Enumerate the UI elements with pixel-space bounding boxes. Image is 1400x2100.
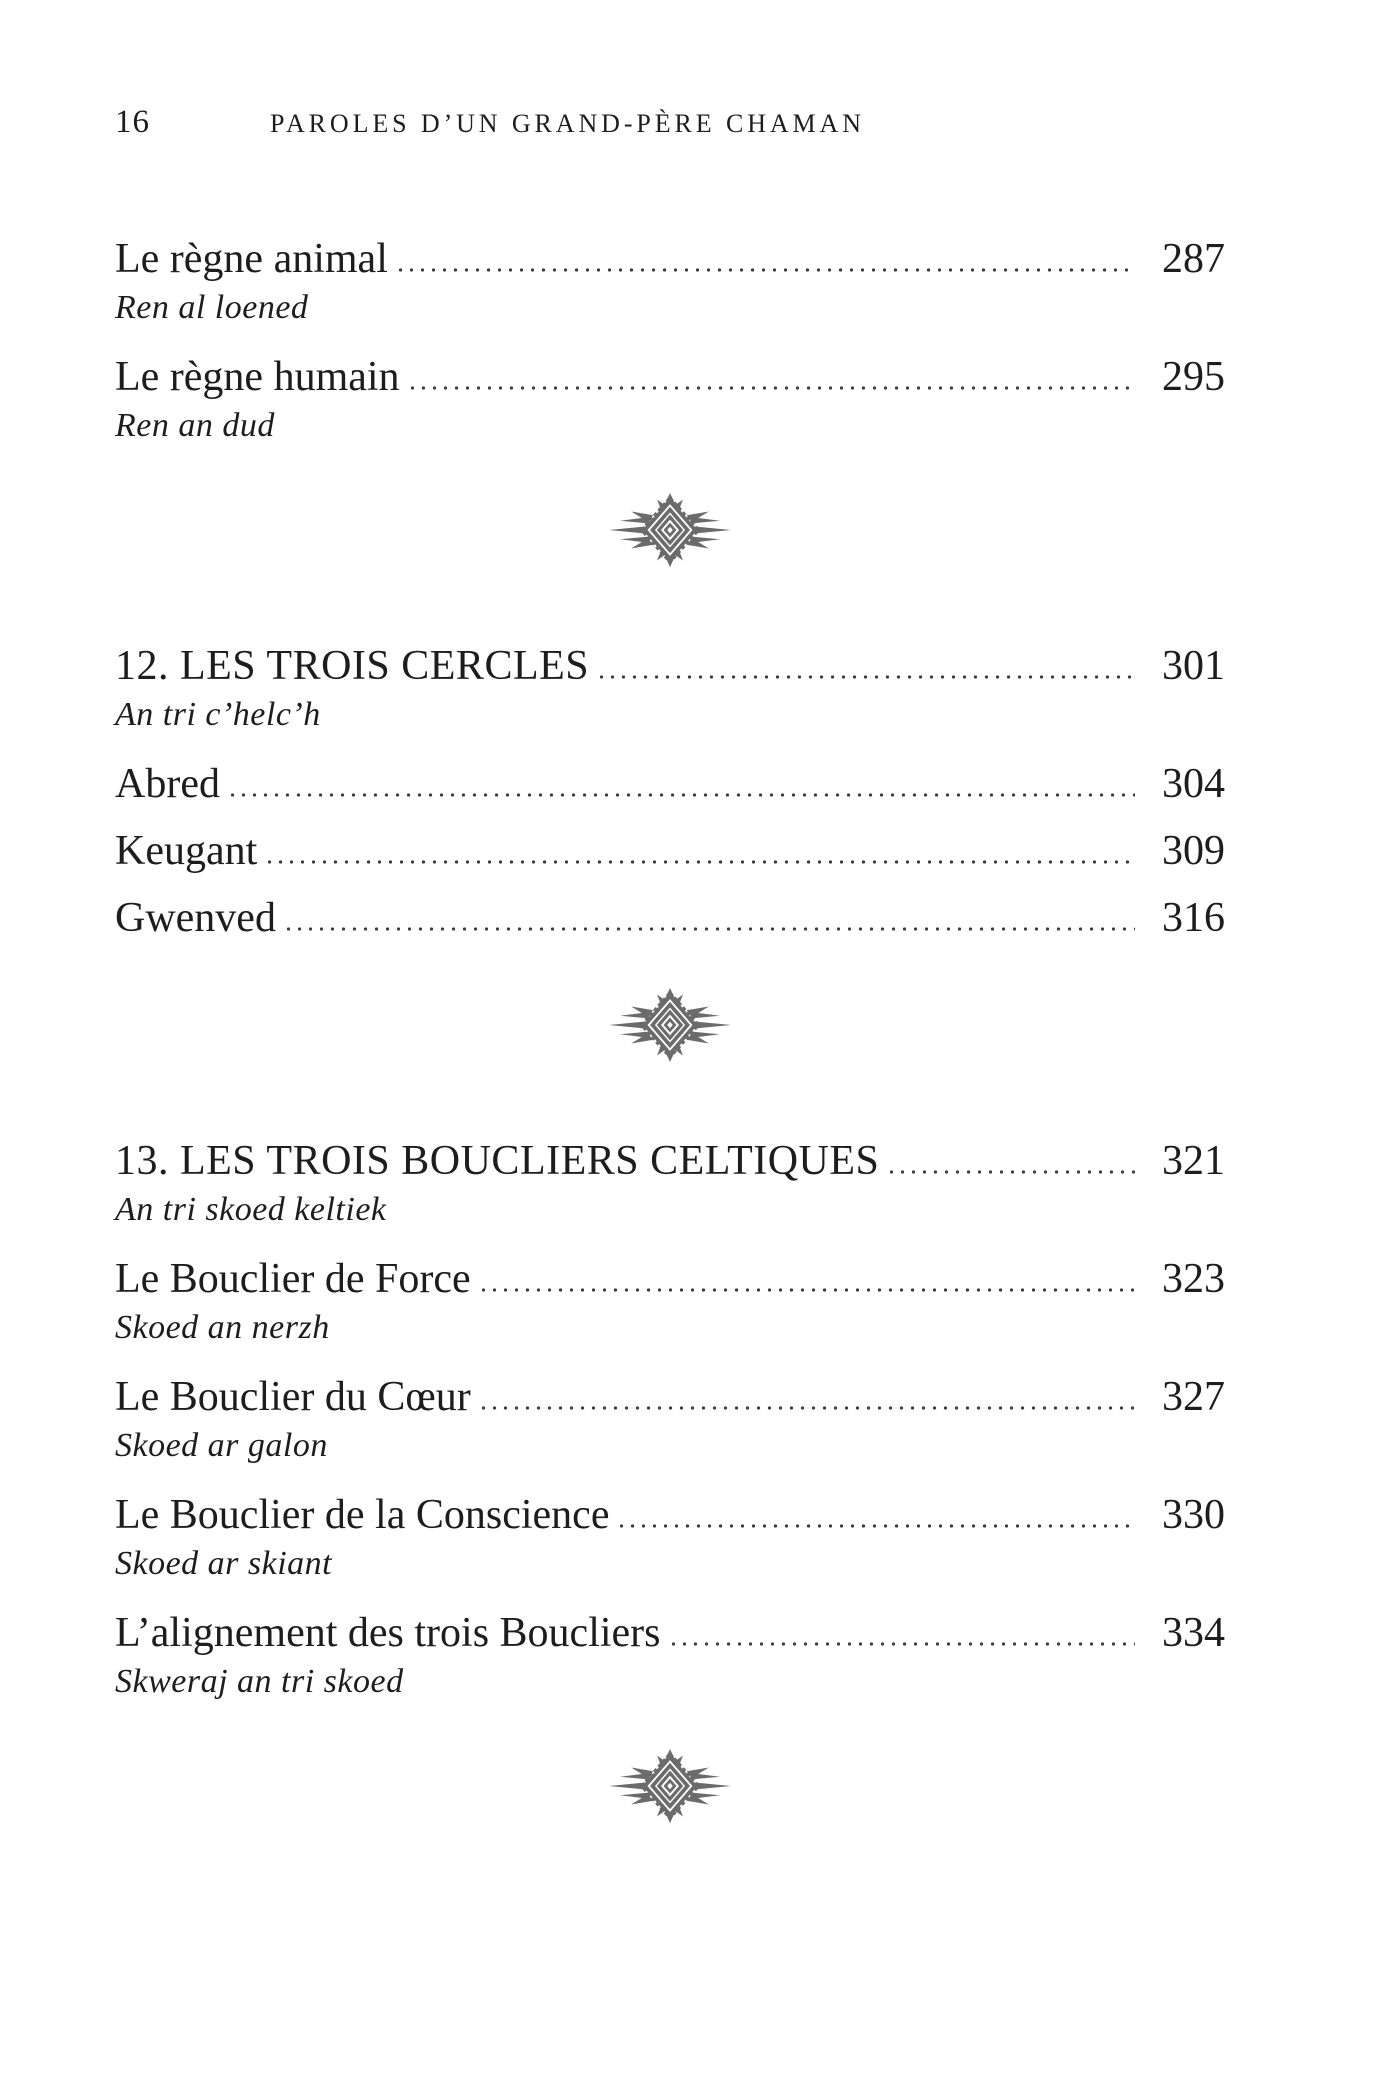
toc-entry-title: Le Bouclier du Cœur bbox=[115, 1374, 471, 1420]
toc-entry-line bbox=[115, 1253, 1225, 1305]
toc-entry-line bbox=[115, 351, 1225, 403]
section-divider bbox=[115, 493, 1225, 567]
toc-entry bbox=[115, 825, 1225, 877]
dot-leader bbox=[283, 927, 1135, 931]
toc-page-number: 309 bbox=[1162, 828, 1225, 874]
toc-page-number: 287 bbox=[1162, 236, 1225, 282]
toc-page-number: 327 bbox=[1162, 1374, 1225, 1420]
dot-leader bbox=[478, 1288, 1135, 1292]
toc-chapter-title: 13. LES TROIS BOUCLIERS CELTIQUES bbox=[115, 1138, 880, 1184]
southwest-diamond-ornament-icon bbox=[605, 1749, 735, 1823]
toc-entry-subtitle: Skweraj an tri skoed bbox=[115, 1663, 404, 1700]
toc-entry-subtitle: Skoed ar galon bbox=[115, 1427, 328, 1464]
toc-page-number: 321 bbox=[1162, 1138, 1225, 1184]
toc-entry-subtitle: Skoed an nerzh bbox=[115, 1309, 330, 1346]
toc-entry-line bbox=[115, 825, 1225, 877]
toc-entry bbox=[115, 758, 1225, 810]
toc-entry-title: Le Bouclier de Force bbox=[115, 1256, 471, 1302]
toc-page-number: 323 bbox=[1162, 1256, 1225, 1302]
toc-entry-line bbox=[115, 1135, 1225, 1187]
southwest-diamond-ornament-icon bbox=[605, 493, 735, 567]
toc-entry-line bbox=[115, 892, 1225, 944]
page-folio: 16 bbox=[115, 104, 150, 140]
toc-entry-subtitle: Ren al loened bbox=[115, 289, 309, 326]
toc-entry-subtitle: Skoed ar skiant bbox=[115, 1545, 333, 1582]
toc-entry bbox=[115, 892, 1225, 944]
toc-page-number: 301 bbox=[1162, 643, 1225, 689]
toc-entry-title: Le Bouclier de la Conscience bbox=[115, 1492, 610, 1538]
toc-chapter-entry bbox=[115, 640, 1225, 738]
section-divider bbox=[115, 1749, 1225, 1823]
toc-entry-subtitle: Ren an dud bbox=[115, 407, 275, 444]
toc-entry-subtitle: An tri c’helc’h bbox=[115, 696, 321, 733]
toc-entry-line bbox=[115, 1489, 1225, 1541]
toc-page-number: 295 bbox=[1162, 354, 1225, 400]
toc-entry-subtitle: An tri skoed keltiek bbox=[115, 1191, 387, 1228]
southwest-diamond-ornament-icon bbox=[605, 988, 735, 1062]
toc-page-number: 316 bbox=[1162, 895, 1225, 941]
toc-entry-line bbox=[115, 233, 1225, 285]
toc-chapter-title: 12. LES TROIS CERCLES bbox=[115, 643, 590, 689]
toc-entry-title: Keugant bbox=[115, 828, 258, 874]
toc-entry-title: Abred bbox=[115, 761, 220, 807]
dot-leader bbox=[227, 793, 1135, 797]
toc-entry-line bbox=[115, 1371, 1225, 1423]
running-header bbox=[115, 106, 1225, 138]
toc-entry-title: Le règne animal bbox=[115, 236, 388, 282]
toc-page-number: 304 bbox=[1162, 761, 1225, 807]
toc-entry-title: Gwenved bbox=[115, 895, 276, 941]
toc-entry bbox=[115, 233, 1225, 331]
dot-leader bbox=[395, 268, 1135, 272]
toc-page-number: 330 bbox=[1162, 1492, 1225, 1538]
section-divider bbox=[115, 988, 1225, 1062]
toc-entry-line bbox=[115, 758, 1225, 810]
toc-entry bbox=[115, 1253, 1225, 1351]
dot-leader bbox=[616, 1524, 1135, 1528]
toc-entry-line bbox=[115, 1607, 1225, 1659]
toc-page-number: 334 bbox=[1162, 1610, 1225, 1656]
toc-chapter-entry bbox=[115, 1135, 1225, 1233]
table-of-contents bbox=[115, 233, 1225, 1823]
toc-entry-title: Le règne humain bbox=[115, 354, 400, 400]
toc-entry bbox=[115, 351, 1225, 449]
dot-leader bbox=[886, 1170, 1135, 1174]
dot-leader bbox=[478, 1406, 1135, 1410]
toc-entry-line bbox=[115, 640, 1225, 692]
dot-leader bbox=[668, 1642, 1135, 1646]
toc-entry-title: L’alignement des trois Boucliers bbox=[115, 1610, 661, 1656]
dot-leader bbox=[407, 386, 1135, 390]
toc-entry bbox=[115, 1489, 1225, 1587]
dot-leader bbox=[596, 675, 1135, 679]
toc-entry bbox=[115, 1371, 1225, 1469]
running-header-title: PAROLES D’UN GRAND-PÈRE CHAMAN bbox=[270, 109, 865, 138]
dot-leader bbox=[264, 860, 1135, 864]
toc-entry bbox=[115, 1607, 1225, 1705]
